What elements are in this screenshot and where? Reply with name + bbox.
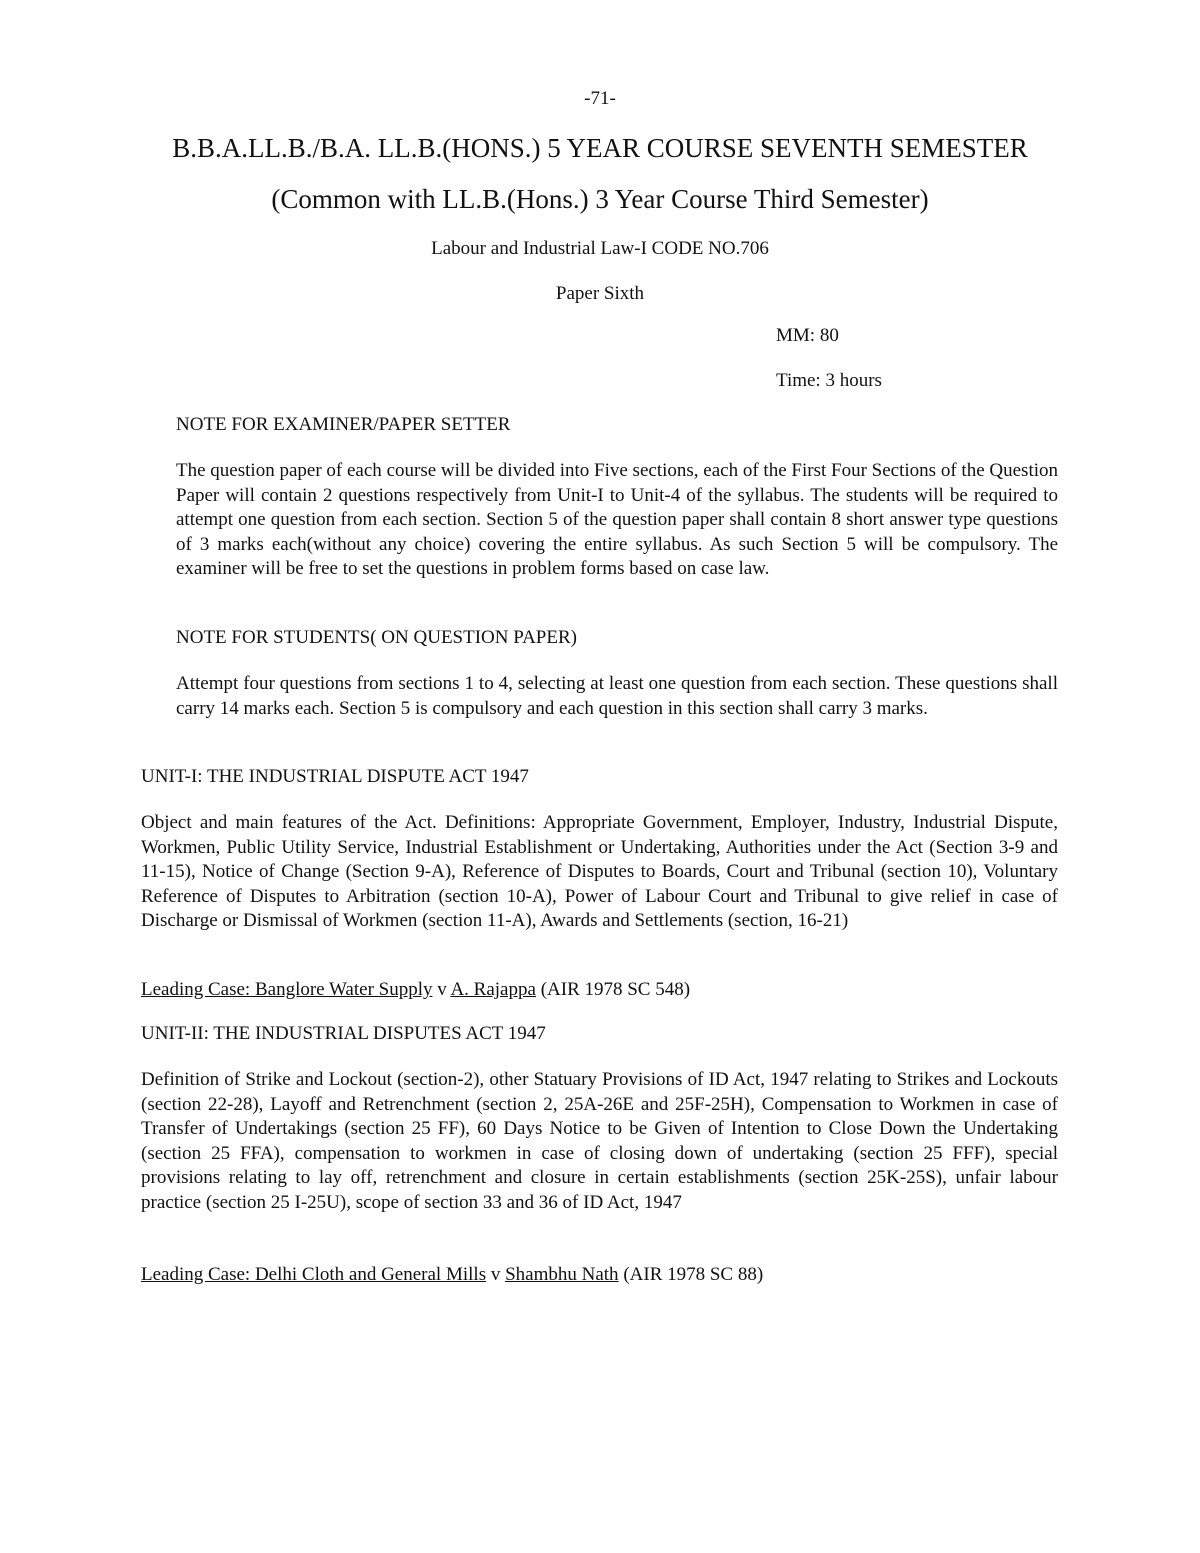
- examiner-note-text: The question paper of each course will be divided into Five sections, each of the First Four Sections of the Question Paper will contain 2 questions respectively from Unit-I to Unit-4 of the syllabus. The students will be required to attempt one question from each section. Section 5 of the question paper shall contain 8 short answer type questions of 3 marks each(without any choice) covering the entire syllabus. As such Section 5 will be compulsory. The examiner will be free to set the questions in problem forms based on case law.: [176, 460, 1058, 580]
- unit2-heading: UNIT-II: THE INDUSTRIAL DISPUTES ACT 1947: [141, 1023, 546, 1044]
- paper-number: Paper Sixth: [555, 283, 645, 304]
- unit2-text: Definition of Strike and Lockout (section-2), other Statuary Provisions of ID Act, 1947 relating to Strikes and Lockouts (section 22-28), Layoff and Retrenchment (section 2, 25A-26E and 25F-25H), Compensation to Workmen in case of Transfer of Undertakings (section 25 FF), 60 Days Notice to be Given of Intention to Close Down the Undertaking (section 25 FFA), compensation to workmen in case of closing down of undertaking (section 25 FFF), special provisions relating to lay off, retrenchment and closure in certain establishments (section 25K-25S), unfair labour practice (section 25 I-25U), scope of section 33 and 36 of ID Act, 1947: [141, 1069, 1058, 1213]
- examiner-note-heading: NOTE FOR EXAMINER/PAPER SETTER: [176, 414, 511, 435]
- unit1-case-label: Leading Case: Banglore Water Supply: [141, 979, 433, 1000]
- unit1-text: Object and main features of the Act. Definitions: Appropriate Government, Employer, Industry, Industrial Dispute, Workmen, Public Utility Service, Industrial Establishment or Undertaking, Authorities under the Act (Section 3-9 and 11-15), Notice of Change (Section 9-A), Reference of Disputes to Boards, Court and Tribunal (section 10), Voluntary Reference of Disputes to Arbitration (section 10-A), Power of Labour Court and Tribunal to give relief in case of Discharge or Dismissal of Workmen (section 11-A), Awards and Settlements (section, 16-21): [141, 812, 1058, 932]
- max-marks: MM: 80: [776, 325, 839, 346]
- unit2-case-citation: (AIR 1978 SC 88): [618, 1264, 764, 1285]
- unit2-case-label: Leading Case: Delhi Cloth and General Mills: [141, 1264, 487, 1285]
- document-title: B.B.A.LL.B./B.A. LL.B.(HONS.) 5 YEAR COURSE SEVENTH SEMESTER: [172, 133, 1028, 163]
- student-note-heading: NOTE FOR STUDENTS( ON QUESTION PAPER): [176, 627, 577, 648]
- unit2-leading-case: [141, 1264, 763, 1286]
- unit1-case-party: A. Rajappa: [450, 979, 536, 1000]
- exam-time: Time: 3 hours: [776, 370, 882, 391]
- page-number: -71-: [584, 88, 616, 109]
- unit1-heading: UNIT-I: THE INDUSTRIAL DISPUTE ACT 1947: [141, 766, 529, 787]
- paper-code: Labour and Industrial Law-I CODE NO.706: [431, 238, 769, 259]
- unit1-leading-case: [141, 979, 690, 1001]
- student-note-text: Attempt four questions from sections 1 to 4, selecting at least one question from each section. These questions shall carry 14 marks each. Section 5 is compulsory and each question in this section shall carry 3 marks.: [176, 673, 1058, 719]
- document-subtitle: (Common with LL.B.(Hons.) 3 Year Course Third Semester): [271, 184, 929, 214]
- unit2-case-party: Shambhu Nath: [505, 1264, 619, 1285]
- unit1-case-citation: (AIR 1978 SC 548): [535, 979, 691, 1000]
- unit2-case-versus: v: [486, 1264, 506, 1285]
- unit1-case-versus: v: [432, 979, 451, 1000]
